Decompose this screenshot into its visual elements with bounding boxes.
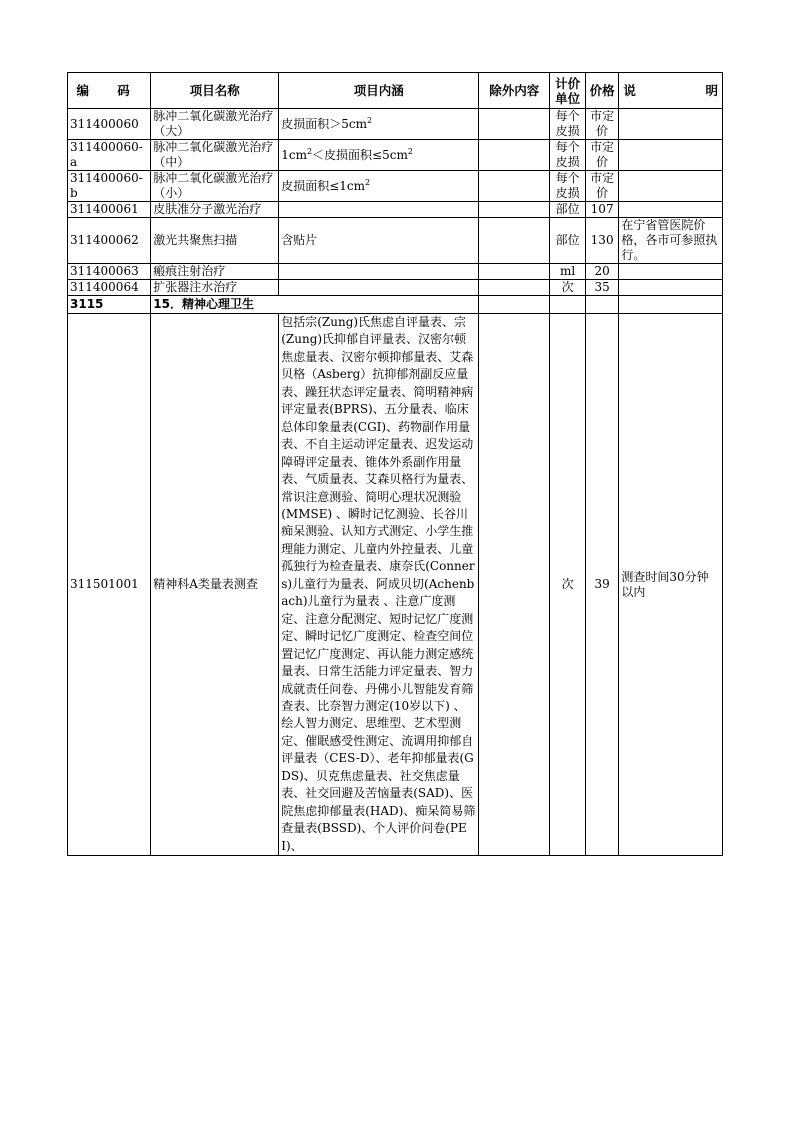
cell-unit: 每个皮损 [550,109,586,140]
header-desc-right: 明 [705,83,718,98]
cell-desc [619,140,723,171]
cell-exclusion [479,202,550,218]
cell-code: 311400060-a [68,140,151,171]
section-title: 15．精神心理卫生 [151,296,479,314]
cell-exclusion [479,314,550,856]
cell-name: 精神科A类量表测查 [151,314,279,856]
cell-unit: 部位 [550,202,586,218]
cell-exclusion [479,218,550,264]
cell-content: 含贴片 [279,218,479,264]
cell-unit: 每个皮损 [550,140,586,171]
cell-name: 瘢痕注射治疗 [151,264,279,280]
cell-code: 311400061 [68,202,151,218]
header-name: 项目名称 [151,73,279,109]
cell-exclusion [479,109,550,140]
cell-desc [619,109,723,140]
cell-code: 311400063 [68,264,151,280]
section-row [68,296,723,314]
cell-price: 市定价 [585,140,619,171]
cell-unit: 次 [550,280,586,296]
table-row [68,202,723,218]
cell-desc: 测查时间30分钟以内 [619,314,723,856]
cell-exclusion [479,171,550,202]
cell-code: 311400064 [68,280,151,296]
cell-name: 扩张器注水治疗 [151,280,279,296]
cell-name: 激光共聚焦扫描 [151,218,279,264]
cell-content: 包括宗(Zung)氏焦虑自评量表、宗(Zung)氏抑郁自评量表、汉密尔顿焦虑量表、汉密尔顿抑郁量表、艾森贝格（Asberg）抗抑郁剂副反应量表、躁狂状态评定量表、简明精神病评定量表(BPRS)、五分量表、临床总体印象量表(CGI)、药物副作用量表、不自主运动评定量表、迟发运动障碍评定量表、锥体外系副作用量表、气质量表、艾森贝格行为量表、常识注意测验、简明心理状况测验(MMSE) 、瞬时记忆测验、长谷川痴呆测验、认知方式测定、小学生推理能力测定、儿童内外控量表、儿童孤独行为检查量表、康奈氏(Conners)儿童行为量表、阿成贝切(Achenbach)儿童行为量表 、注意广度测定、注意分配测定、短时记忆广度测定、瞬时记忆广度测定、检查空间位置记忆广度测定、再认能力测定感统量表、日常生活能力评定量表、智力成就责任问卷、丹佛小儿智能发育筛查表、比奈智力测定(10岁以下) 、绘人智力测定、思维型、艺术型测定、催眠感受性测定、流调用抑郁自评量表（CES-D）、老年抑郁量表(GDS)、贝克焦虑量表、社交焦虑量表、社交回避及苦恼量表(SAD)、医院焦虑抑郁量表(HAD)、痴呆简易筛查量表(BSSD)、个人评价问卷(PEI)、 [279,314,479,856]
cell-desc: 在宁省管医院价格，各市可参照执行。 [619,218,723,264]
cell-price: 市定价 [585,171,619,202]
cell-desc [619,264,723,280]
cell-desc [619,280,723,296]
cell-desc [619,171,723,202]
cell-price: 市定价 [585,109,619,140]
cell-name: 脉冲二氧化碳激光治疗（中） [151,140,279,171]
cell-price: 20 [585,264,619,280]
cell-price: 130 [585,218,619,264]
header-unit: 计价单位 [550,73,586,109]
cell-code: 311400062 [68,218,151,264]
table-row [68,140,723,171]
cell-content: 皮损面积$\le 1cm^2$ [279,171,479,202]
cell-name: 皮肤准分子激光治疗 [151,202,279,218]
cell-price: 35 [585,280,619,296]
cell-exclusion [479,140,550,171]
cell-name: 脉冲二氧化碳激光治疗（大） [151,109,279,140]
cell-price: 39 [585,314,619,856]
header-content: 项目内涵 [279,73,479,109]
cell-unit: ml [550,264,586,280]
table-row [68,171,723,202]
cell-code: 311400060-b [68,171,151,202]
cell-desc [619,202,723,218]
cell-content: $1cm^2<$皮损面积$\le 5cm^2$ [279,140,479,171]
cell-code: 311501001 [68,314,151,856]
cell-name: 脉冲二氧化碳激光治疗（小） [151,171,279,202]
header-code: 编 码 [68,73,151,109]
cell-unit: 每个皮损 [550,171,586,202]
table-row [68,280,723,296]
cell-code: 311400060 [68,109,151,140]
cell-price: 107 [585,202,619,218]
price-table [67,72,723,856]
table-row [68,109,723,140]
cell-unit: 次 [550,314,586,856]
header-row [68,73,723,109]
table-row [68,218,723,264]
cell-content [279,264,479,280]
cell-exclusion [479,264,550,280]
cell-content: 皮损面积$>5cm^2$ [279,109,479,140]
cell-exclusion [479,280,550,296]
header-desc-left: 说 [623,83,636,98]
cell-content [279,280,479,296]
table-row [68,264,723,280]
cell-content [279,202,479,218]
table-row [68,314,723,856]
header-exclusion: 除外内容 [479,73,550,109]
header-desc [619,73,723,109]
section-code: 3115 [68,296,151,314]
cell-unit: 部位 [550,218,586,264]
header-price: 价格 [585,73,619,109]
